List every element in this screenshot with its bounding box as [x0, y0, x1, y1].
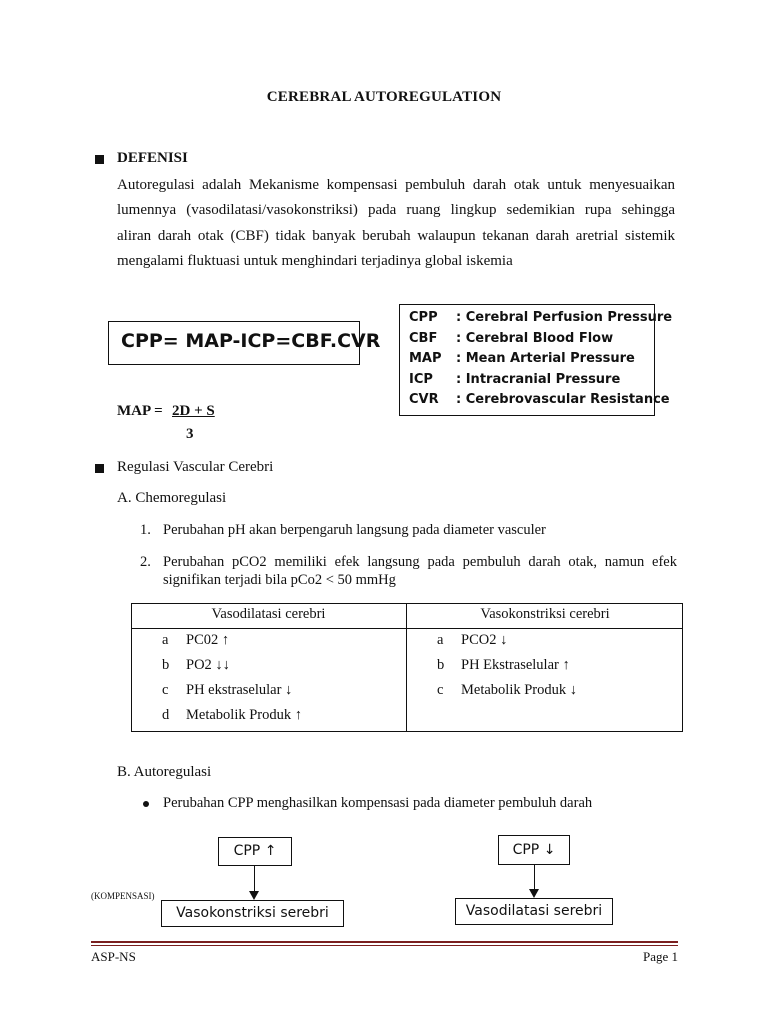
- definition-paragraph: [117, 173, 675, 274]
- list-number: 1.: [140, 522, 151, 538]
- table-row-text: PO2 ↓↓: [186, 657, 230, 673]
- list-number: 2.: [140, 554, 151, 570]
- arrow-down-icon: [529, 889, 539, 898]
- round-bullet-icon: [143, 801, 149, 807]
- table-row-letter: a: [437, 632, 444, 648]
- autoregulation-heading: B. Autoregulasi: [117, 764, 212, 780]
- table-row-text: Metabolik Produk ↓: [461, 682, 577, 698]
- table-row-text: Metabolik Produk ↑: [186, 707, 302, 723]
- autoregulation-bullet-text: Perubahan CPP menghasilkan kompensasi pada diameter pembuluh darah: [163, 795, 593, 811]
- legend-definition: : Mean Arterial Pressure: [456, 351, 635, 366]
- legend-abbr: MAP: [409, 351, 442, 366]
- list-item: Perubahan pCO2 memiliki efek langsung pada pembuluh darah otak, namun efek: [163, 554, 677, 570]
- table-row-text: PCO2 ↓: [461, 632, 508, 648]
- list-item-continuation: signifikan terjadi bila pCo2 < 50 mmHg: [163, 572, 396, 588]
- definition-line: aliran darah otak (CBF) tidak banyak berubah walaupun tekanan darah aretrial sistemik: [117, 227, 675, 244]
- regulation-heading: Regulasi Vascular Cerebri: [117, 459, 274, 475]
- table-header-vasoconstriction: Vasokonstriksi cerebri: [480, 606, 610, 622]
- definition-line: mengalami fluktuasi untuk menghindari terjadinya global iskemia: [117, 252, 513, 269]
- table-row-text: PC02 ↑: [186, 632, 230, 648]
- legend-abbr: CBF: [409, 331, 438, 346]
- cpp-formula: CPP= MAP-ICP=CBF.CVR: [121, 330, 381, 352]
- table-row-text: PH Ekstraselular ↑: [461, 657, 570, 673]
- square-bullet-icon: [95, 464, 104, 473]
- cpp-up-box: CPP ↑: [218, 837, 292, 866]
- arrow-down-icon: [249, 891, 259, 900]
- definition-heading: DEFENISI: [117, 150, 188, 166]
- legend-abbr: CVR: [409, 392, 439, 407]
- list-item: Perubahan pH akan berpengaruh langsung pada diameter vasculer: [163, 522, 546, 538]
- page-title: CEREBRAL AUTOREGULATION: [266, 89, 502, 105]
- table-row-letter: c: [437, 682, 444, 698]
- footer-rule: [91, 941, 678, 943]
- map-formula-numerator: 2D + S: [172, 403, 215, 419]
- map-formula-denominator: 3: [186, 426, 194, 442]
- footer-rule: [91, 945, 678, 946]
- legend-abbr: ICP: [409, 372, 433, 387]
- arrow-line: [254, 866, 255, 892]
- definition-line: Autoregulasi adalah Mekanisme kompensasi pembuluh darah otak untuk menyesuaikan: [117, 177, 675, 193]
- vasodilatation-box: Vasodilatasi serebri: [455, 898, 613, 925]
- arrow-line: [534, 865, 535, 890]
- table-row-letter: b: [437, 657, 445, 673]
- table-divider: [131, 628, 683, 629]
- cpp-down-box: CPP ↓: [498, 835, 570, 865]
- map-formula-label: MAP =: [117, 403, 163, 419]
- table-row-letter: b: [162, 657, 170, 673]
- table-row-letter: c: [162, 682, 169, 698]
- table-row-text: PH ekstraselular ↓: [186, 682, 293, 698]
- definition-line: lumennya (vasodilatasi/vasokonstriksi) pada ruang lingkup sedemikian rupa sehingga: [117, 202, 675, 219]
- footer-page-number: Page 1: [642, 949, 678, 964]
- footer-author: ASP-NS: [91, 949, 136, 964]
- table-row-letter: d: [162, 707, 170, 723]
- legend-definition: : Cerebral Perfusion Pressure: [456, 310, 673, 325]
- vasoconstriction-box: Vasokonstriksi serebri: [161, 900, 344, 927]
- square-bullet-icon: [95, 155, 104, 164]
- table-header-vasodilatation: Vasodilatasi cerebri: [211, 606, 326, 622]
- compensation-label: (KOMPENSASI): [91, 891, 155, 901]
- chemoregulation-heading: A. Chemoregulasi: [117, 490, 227, 506]
- legend-definition: : Intracranial Pressure: [456, 372, 621, 387]
- legend-definition: : Cerebrovascular Resistance: [456, 392, 670, 407]
- table-row-letter: a: [162, 632, 169, 648]
- legend-abbr: CPP: [409, 310, 438, 325]
- legend-definition: : Cerebral Blood Flow: [456, 331, 614, 346]
